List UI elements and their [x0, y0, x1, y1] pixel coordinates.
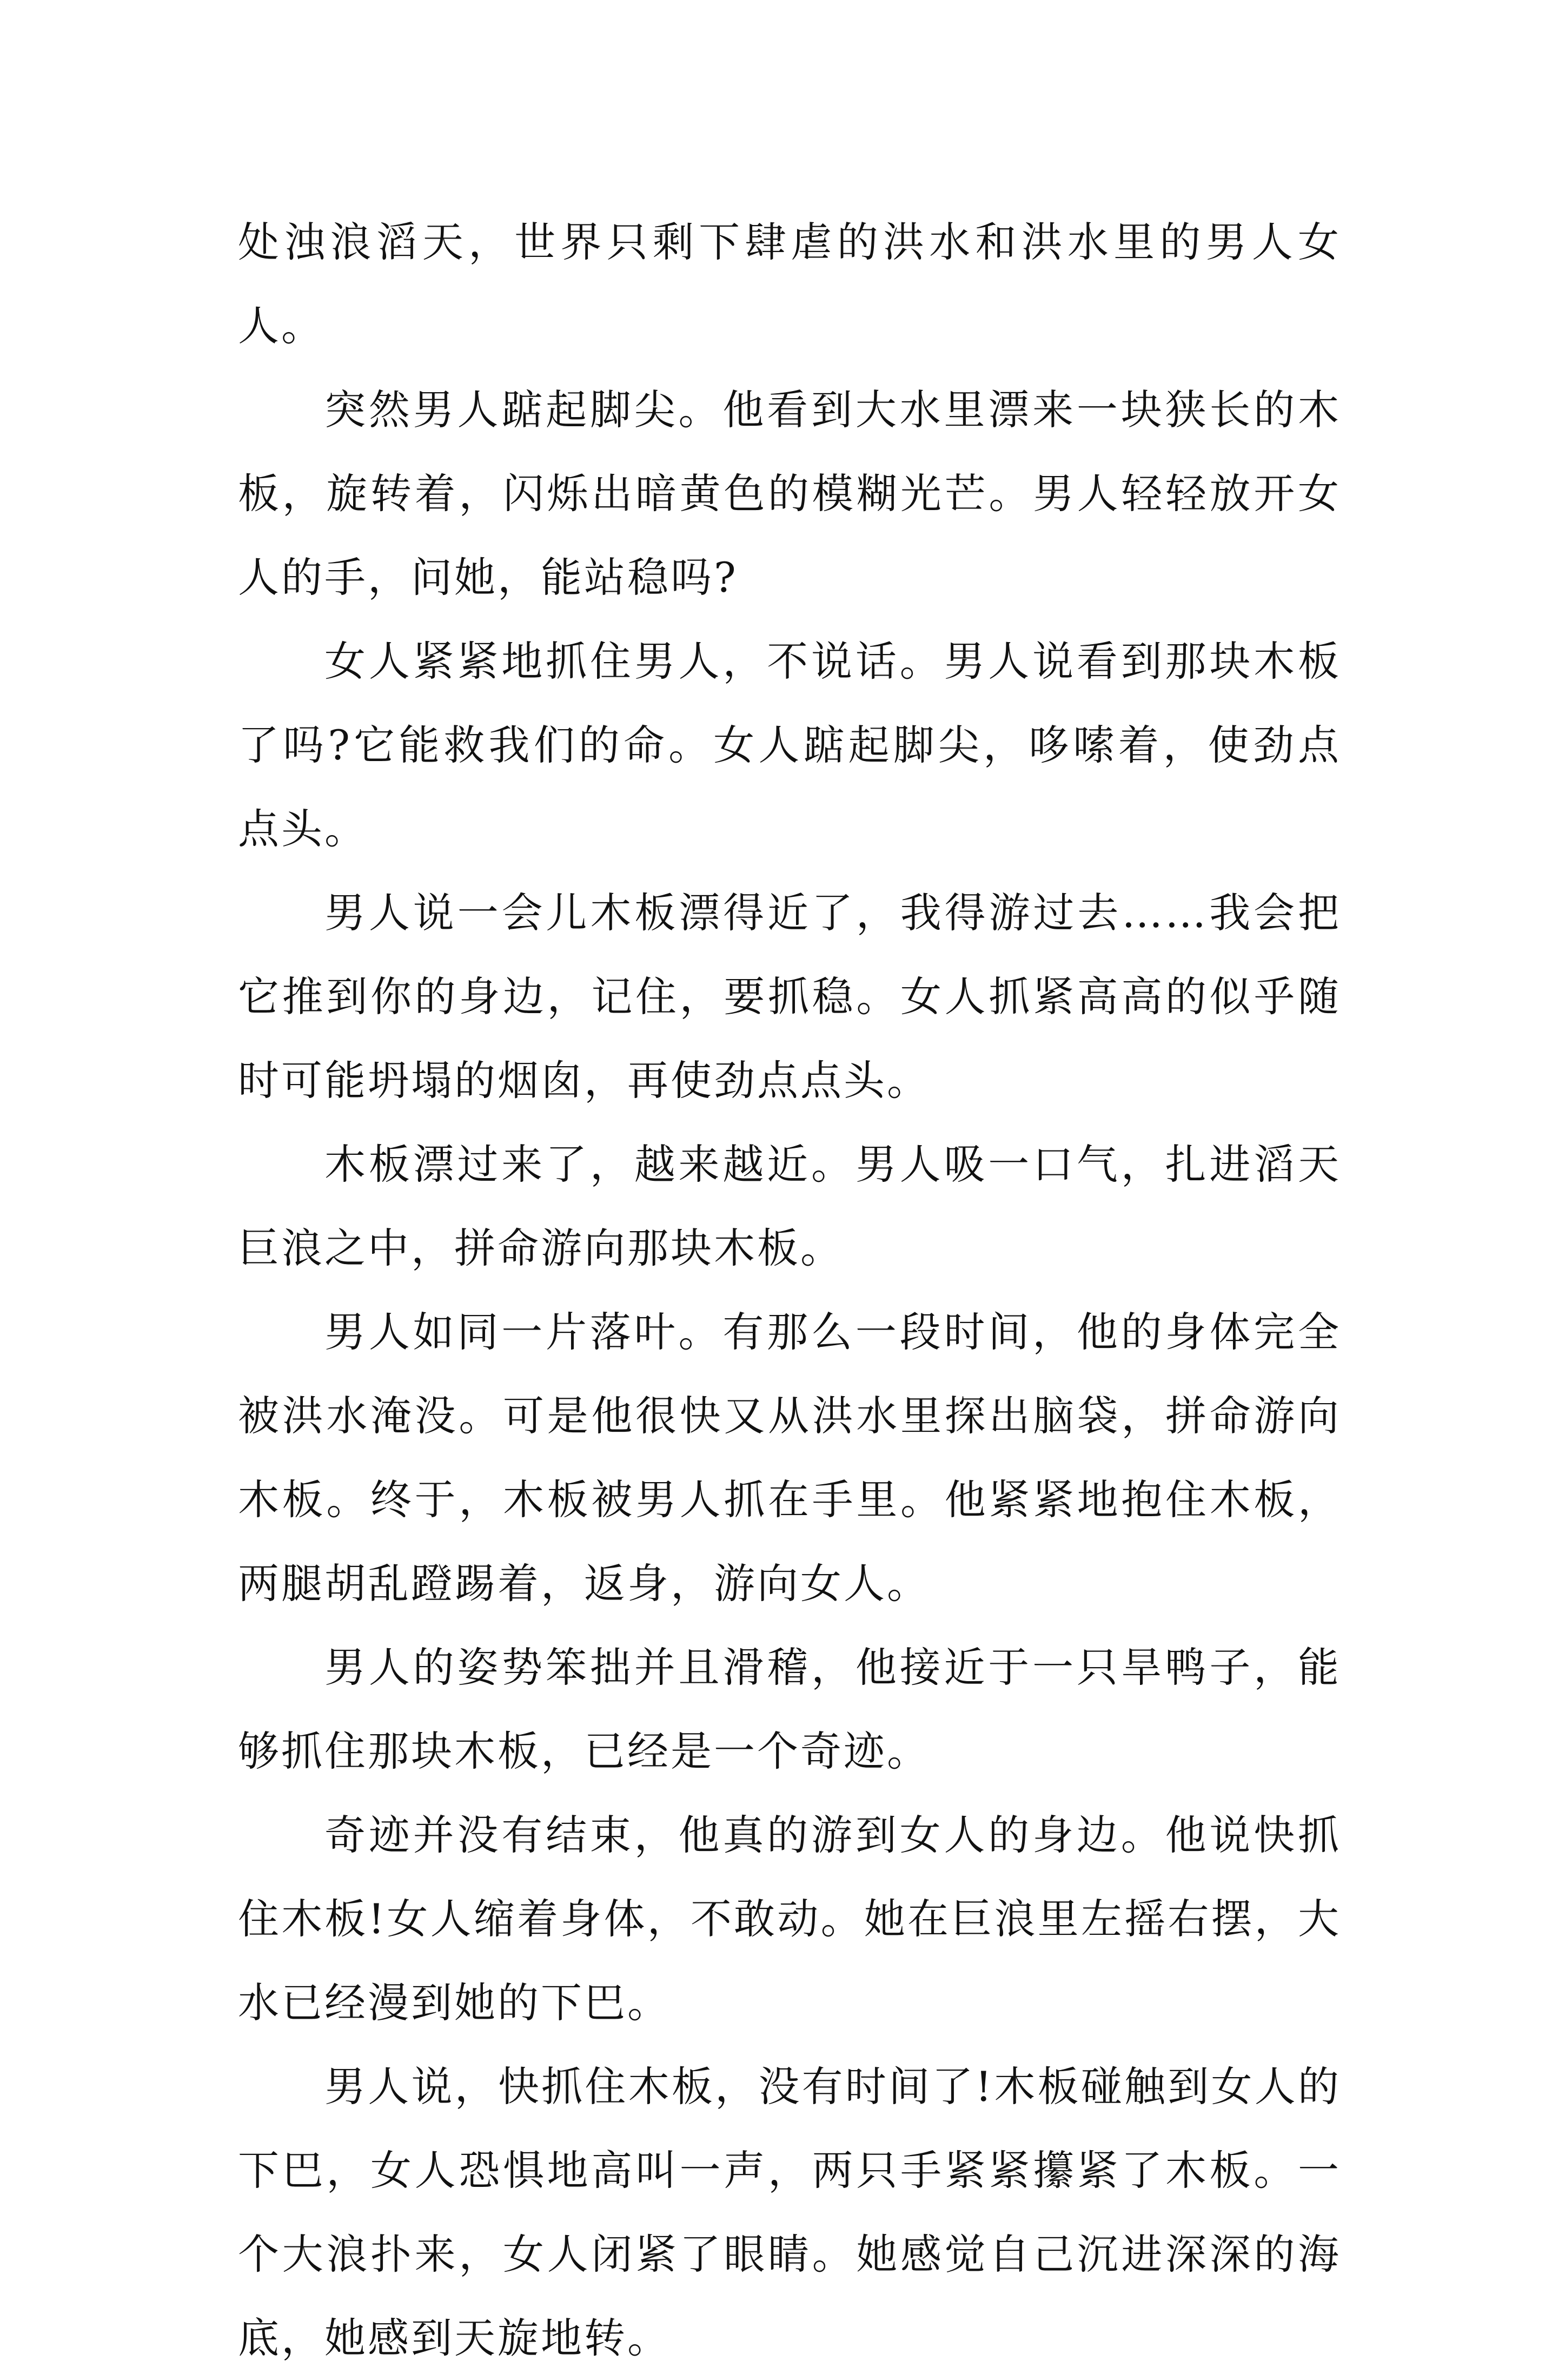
- paragraph: 男人如同一片落叶。有那么一段时间，他的身体完全被洪水淹没。可是他很快又从洪水里探出脑袋，拼命游向木板。终于，木板被男人抓在手里。他紧紧地抱住木板，两腿胡乱蹬踢着，返身，游向女人。: [238, 1308, 1341, 1608]
- paragraph: 奇迹并没有结束，他真的游到女人的身边。他说快抓住木板!女人缩着身体，不敢动。她在巨浪里左摇右摆，大水已经漫到她的下巴。: [238, 1811, 1341, 2027]
- paragraph: 女人紧紧地抓住男人，不说话。男人说看到那块木板了吗?它能救我们的命。女人踮起脚尖，哆嗦着，使劲点点头。: [238, 637, 1341, 853]
- paragraph: 处浊浪滔天，世界只剩下肆虐的洪水和洪水里的男人女人。: [238, 218, 1341, 350]
- story-text: [238, 200, 1341, 2380]
- paragraph: 突然男人踮起脚尖。他看到大水里漂来一块狭长的木板，旋转着，闪烁出暗黄色的模糊光芒。男人轻轻放开女人的手，问她，能站稳吗?: [238, 386, 1341, 601]
- paragraph: 男人说一会儿木板漂得近了，我得游过去……我会把它推到你的身边，记住，要抓稳。女人抓紧高高的似乎随时可能坍塌的烟囱，再使劲点点头。: [238, 889, 1341, 1105]
- paragraph: 男人说，快抓住木板，没有时间了!木板碰触到女人的下巴，女人恐惧地高叫一声，两只手紧紧攥紧了木板。一个大浪扑来，女人闭紧了眼睛。她感觉自己沉进深深的海底，她感到天旋地转。: [238, 2062, 1341, 2362]
- paragraph: 男人的姿势笨拙并且滑稽，他接近于一只旱鸭子，能够抓住那块木板，已经是一个奇迹。: [238, 1643, 1341, 1775]
- paragraph: 木板漂过来了，越来越近。男人吸一口气，扎进滔天巨浪之中，拼命游向那块木板。: [238, 1140, 1341, 1272]
